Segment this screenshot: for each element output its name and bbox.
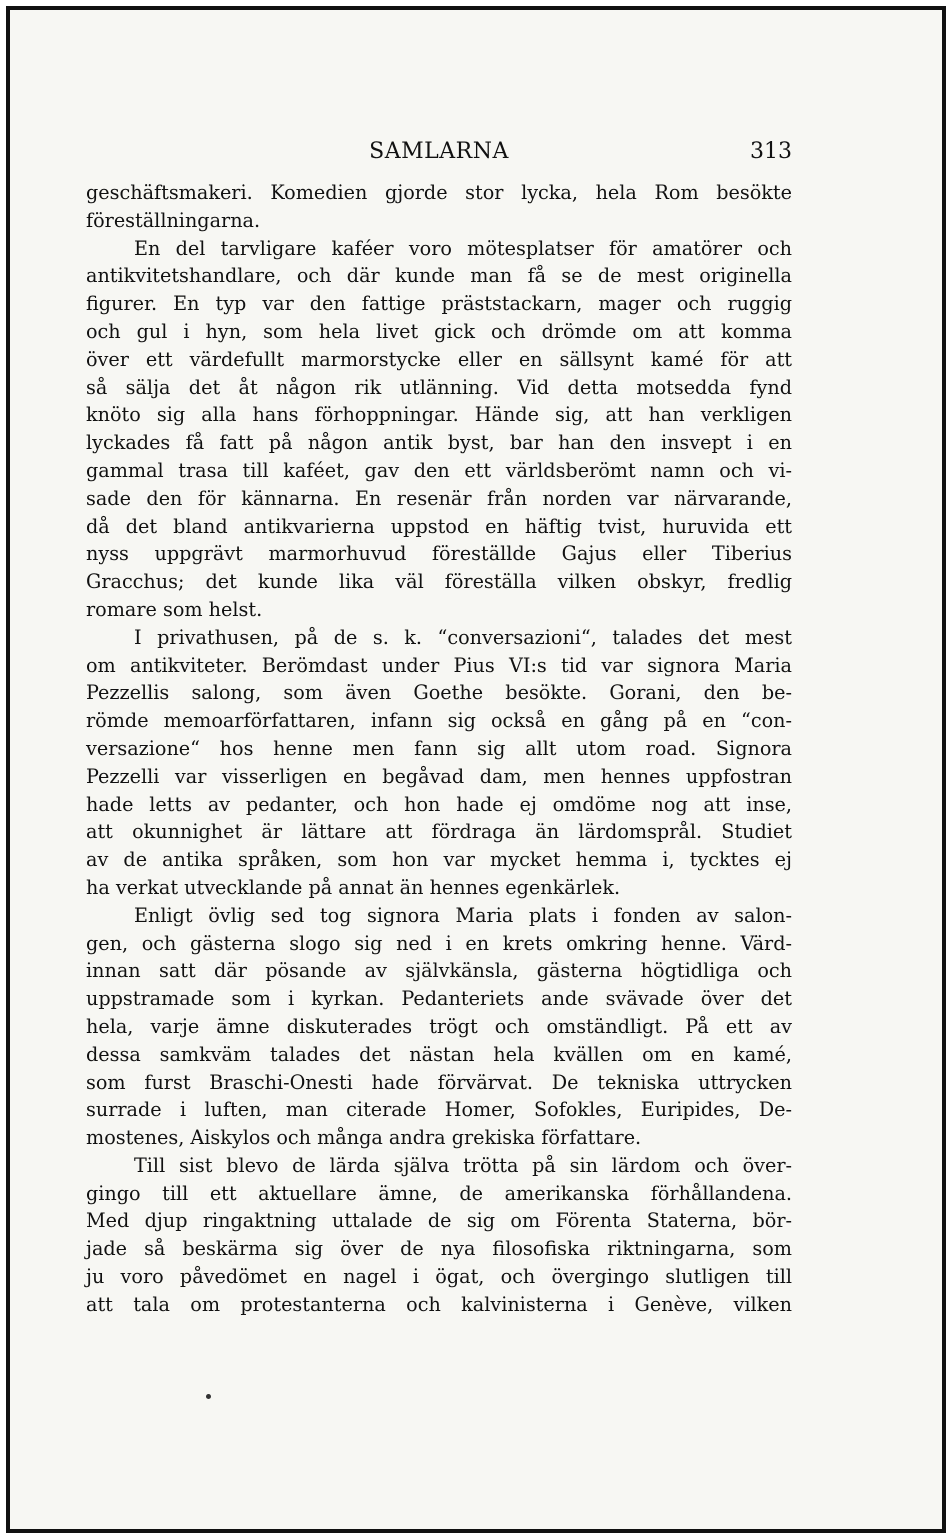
text-line: nyss uppgrävt marmorhuvud föreställde Gajus eller Tiberius [86, 542, 792, 566]
text-line: römde memoarförfattaren, infann sig också en gång på en “con- [86, 709, 792, 733]
text-line: antikvitetshandlare, och där kunde man få se de mest originella [86, 264, 792, 288]
text-line: Med djup ringaktning uttalade de sig om Förenta Staterna, bör- [86, 1209, 792, 1233]
text-line: Pezzelli var visserligen en begåvad dam, men hennes uppfostran [86, 764, 792, 788]
text-line: Gracchus; det kunde lika väl föreställa vilken obskyr, fredlig [86, 570, 792, 594]
text-line: ha verkat utvecklande på annat än hennes egenkärlek. [86, 875, 621, 899]
text-line: mostenes, Aiskylos och många andra grekiska författare. [86, 1126, 642, 1150]
text-line: surrade i luften, man citerade Homer, Sofokles, Euripides, De- [86, 1098, 792, 1122]
text-line: så sälja det åt någon rik utlänning. Vid detta motsedda fynd [86, 375, 792, 399]
running-head: SAMLARNA [369, 139, 509, 164]
text-line: gen, och gästerna slogo sig ned i en krets omkring henne. Värd- [86, 931, 792, 955]
page-number: 313 [750, 139, 792, 164]
text-line: som furst Braschi-Onesti hade förvärvat. De tekniska uttrycken [86, 1070, 792, 1094]
text-line: gammal trasa till kaféet, gav den ett världsberömt namn och vi- [86, 458, 792, 482]
text-line: att tala om protestanterna och kalvinisterna i Genève, vilken [86, 1292, 792, 1316]
text-line: I privathusen, på de s. k. “conversazioni“, talades det mest [134, 625, 792, 649]
text-line: versazione“ hos henne men fann sig allt utom road. Signora [86, 736, 792, 760]
page-header [86, 139, 792, 171]
text-line: föreställningarna. [86, 208, 261, 232]
text-line: gingo till ett aktuellare ämne, de amerikanska förhållandena. [86, 1181, 792, 1205]
text-line: att okunnighet är lättare att fördraga än lärdomsprål. Studiet [86, 820, 792, 844]
text-line: Pezzellis salong, som även Goethe besökte. Gorani, den be- [86, 681, 792, 705]
text-line: Till sist blevo de lärda själva trötta på sin lärdom och över- [134, 1153, 792, 1177]
text-line: jade så beskärma sig över de nya filosofiska riktningarna, som [86, 1237, 792, 1261]
text-line: om antikviteter. Berömdast under Pius VI:s tid var signora Maria [86, 653, 792, 677]
text-line: innan satt där pösande av självkänsla, gästerna högtidliga och [86, 959, 792, 983]
text-line: knöto sig alla hans förhoppningar. Hände sig, att han verkligen [86, 403, 792, 427]
text-line: dessa samkväm talades det nästan hela kvällen om en kamé, [86, 1042, 792, 1066]
text-line: över ett värdefullt marmorstycke eller en sällsynt kamé för att [86, 347, 792, 371]
text-line: hade letts av pedanter, och hon hade ej omdöme nog att inse, [86, 792, 792, 816]
text-line: romare som helst. [86, 597, 263, 621]
text-line: Enligt övlig sed tog signora Maria plats i fonden av salon- [134, 903, 792, 927]
text-line: hela, varje ämne diskuterades trögt och omständligt. På ett av [86, 1014, 792, 1038]
text-line: geschäftsmakeri. Komedien gjorde stor lycka, hela Rom besökte [86, 181, 792, 204]
text-line: då det bland antikvarierna uppstod en häftig tvist, huruvida ett [86, 514, 792, 538]
ink-speck [206, 1394, 211, 1399]
body-text [86, 179, 792, 1319]
text-line: sade den för kännarna. En resenär från norden var närvarande, [86, 486, 792, 510]
text-line: lyckades få fatt på någon antik byst, bar han den insvept i en [86, 431, 792, 455]
text-line: av de antika språken, som hon var mycket hemma i, tycktes ej [86, 848, 792, 872]
text-line: ju voro påvedömet en nagel i ögat, och övergingo slutligen till [86, 1265, 792, 1289]
text-line: figurer. En typ var den fattige präststackarn, mager och ruggig [86, 292, 792, 316]
text-line: En del tarvligare kaféer voro mötesplatser för amatörer och [134, 236, 792, 260]
text-line: uppstramade som i kyrkan. Pedanteriets ande svävade över det [86, 987, 792, 1011]
text-line: och gul i hyn, som hela livet gick och drömde om att komma [86, 319, 792, 343]
